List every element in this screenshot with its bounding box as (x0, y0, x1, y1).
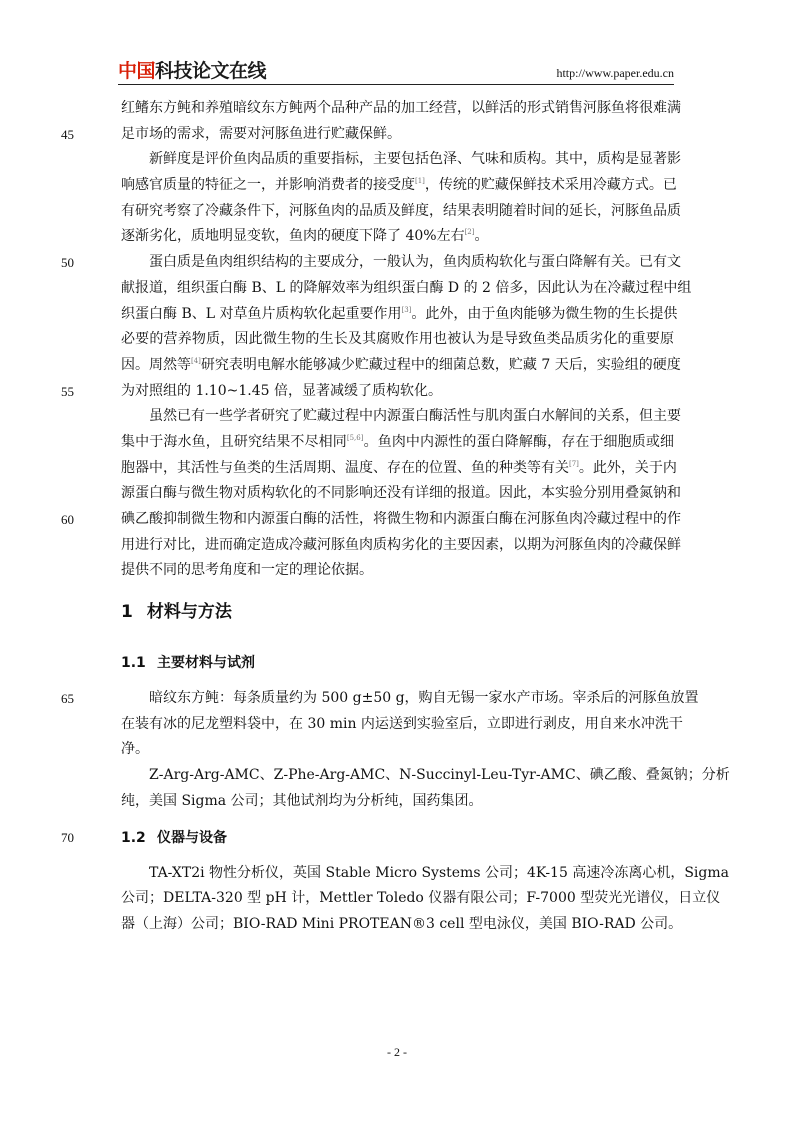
citation[interactable]: [4] (191, 356, 201, 365)
text-line: 纯，美国 Sigma 公司；其他试剂均为分析纯，国药集团。 (121, 792, 483, 809)
text-line: 50 蛋白质是鱼肉组织结构的主要成分，一般认为，鱼肉质构软化与蛋白降解有关。已有文 (121, 250, 674, 276)
text-line: 响感官质量的特征之一，并影响消费者的接受度[1]，传统的贮藏保鲜技术采用冷藏方式。已 (121, 177, 677, 194)
journal-logo (118, 60, 266, 82)
page-header (118, 60, 674, 84)
citation[interactable]: [1] (415, 177, 425, 186)
subsection-title: 主要材料与试剂 (157, 655, 255, 672)
subsection-heading (121, 640, 674, 686)
text-line: 公司；DELTA-320 型 pH 计，Mettler Toledo 仪器有限公司；F-7000 型荧光光谱仪，日立仪 (121, 890, 721, 907)
line-number: 65 (61, 691, 74, 707)
line-number: 60 (61, 512, 74, 527)
citation[interactable]: [2] (464, 228, 475, 237)
paper-body (61, 96, 730, 938)
line-number: 45 (61, 126, 74, 142)
section-number: 1 (121, 602, 133, 623)
text-line: 虽然已有一些学者研究了贮藏过程中内源蛋白酶活性与肌肉蛋白水解间的关系，但主要 (149, 408, 681, 425)
citation[interactable]: [7] (569, 459, 579, 468)
text-line: Z-Arg-Arg-AMC、Z-Phe-Arg-AMC、N-Succinyl-Leu-Tyr-AMC、碘乙酸、叠氮钠；分析 (149, 767, 730, 784)
text-line: TA-XT2i 物性分析仪，英国 Stable Micro Systems 公司；4K-15 高速冷冻离心机，Sigma (149, 864, 729, 881)
subsection-number: 1.2 (121, 829, 146, 846)
text-line: 在装有冰的尼龙塑料袋中，在 30 min 内运送到实验室后，立即进行剥皮，用自来水冲洗干 (121, 715, 683, 732)
text-line: 器（上海）公司；BIO-RAD Mini PROTEAN®3 cell 型电泳仪，美国 BIO-RAD 公司。 (121, 915, 683, 932)
subsection-number: 1.1 (121, 655, 146, 672)
text-line: 胞器中，其活性与鱼类的生活周期、温度、存在的位置、鱼的种类等有关[7]。此外，关于内 (121, 459, 677, 476)
section-title: 材料与方法 (146, 602, 232, 623)
header-rule (118, 84, 674, 85)
text-line: 45 足市场的需求，需要对河豚鱼进行贮藏保鲜。 (121, 122, 674, 148)
text-line: 提供不同的思考角度和一定的理论依据。 (121, 562, 373, 579)
text-line: 织蛋白酶 B、L 对草鱼片质构软化起重要作用[3]。此外，由于鱼肉能够为微生物的生长提供 (121, 305, 678, 322)
text-line: 红鳍东方鲀和养殖暗纹东方鲀两个品种产品的加工经营，以鲜活的形式销售河豚鱼将很难满 (121, 100, 681, 116)
text-line: 因。周然等[4]研究表明电解水能够减少贮藏过程中的细菌总数，贮藏 7 天后，实验组的硬度 (121, 356, 681, 373)
logo-dark-part: 科技论文在线 (155, 60, 267, 82)
text-line: 有研究考察了冷藏条件下，河豚鱼肉的品质及鲜度，结果表明随着时间的延长，河豚鱼品质 (121, 202, 681, 219)
citation[interactable]: [3] (401, 305, 412, 314)
text-line: 65 暗纹东方鲀：每条质量约为 500 g±50 g，购自无锡一家水产市场。宰杀后的河豚鱼放置 (121, 686, 674, 712)
text-line: 集中于海水鱼，且研究结果不尽相同[5,6]。鱼肉中内源性的蛋白降解酶，存在于细胞质或细 (121, 433, 675, 450)
text-line: 必要的营养物质，因此微生物的生长及其腐败作用也被认为是导致鱼类品质劣化的重要原 (121, 331, 674, 348)
header-url[interactable]: http://www.paper.edu.cn (556, 66, 674, 80)
line-number: 70 (61, 829, 74, 845)
citation[interactable]: [5,6] (346, 433, 364, 442)
logo-red-part: 中国 (118, 60, 156, 82)
text-line: 新鲜度是评价鱼肉品质的重要指标，主要包括色泽、气味和质构。其中，质构是显著影 (149, 151, 681, 168)
line-number: 55 (61, 383, 74, 399)
text-line: 55 为对照组的 1.10~1.45 倍，显著减缓了质构软化。 (121, 379, 674, 405)
section-heading (121, 584, 674, 640)
text-line: 献报道，组织蛋白酶 B、L 的降解效率为组织蛋白酶 D 的 2 倍多，因此认为在冷藏过程中组 (121, 279, 692, 296)
text-line: 源蛋白酶与微生物对质构软化的不同影响还没有详细的报道。因此，本实验分别用叠氮钠和 (121, 485, 681, 502)
text-line: 净。 (121, 741, 149, 758)
text-line: 60 碘乙酸抑制微生物和内源蛋白酶的活性，将微生物和内源蛋白酶在河豚鱼肉冷藏过程中的作 (121, 507, 674, 533)
page-number: - 2 - (387, 1045, 407, 1059)
subsection-heading (61, 815, 674, 861)
subsection-title: 仪器与设备 (157, 829, 227, 846)
text-line: 用进行对比，进而确定造成冷藏河豚鱼肉质构劣化的主要因素，以期为河豚鱼肉的冷藏保鲜 (121, 536, 681, 553)
line-number: 50 (61, 255, 74, 271)
text-line: 逐渐劣化，质地明显变软，鱼肉的硬度下降了 40%左右[2]。 (121, 228, 489, 245)
